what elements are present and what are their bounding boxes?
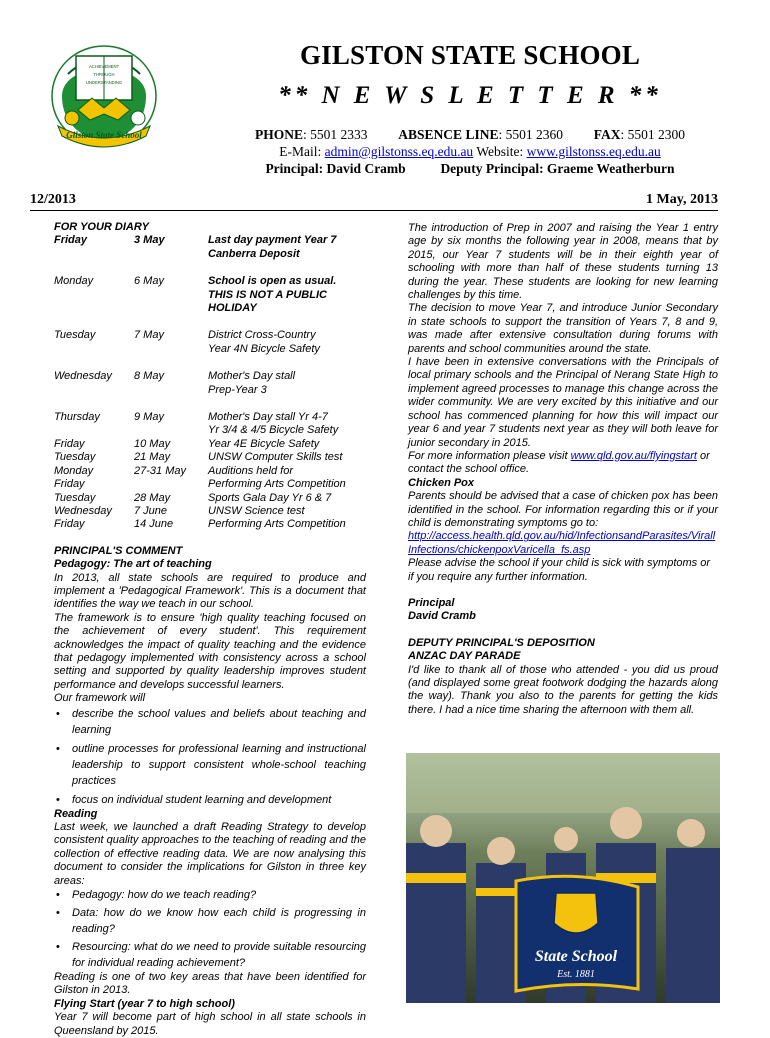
table-row [54,234,366,261]
diary-date: 6 May [134,275,164,288]
website-link[interactable]: www.gilstonss.eq.edu.au [526,144,661,159]
table-row [54,438,366,451]
diary-event-line: Canberra Deposit [208,247,300,260]
reading-paragraph-2: Reading is one of two key areas that have been identified for Gilston in 2013. [54,971,366,997]
diary-day: Tuesday [54,491,96,504]
absence-number: 5501 2360 [505,127,563,142]
deputy-principal-name: Deputy Principal: Graeme Weatherburn [440,161,675,176]
framework-list [54,706,366,808]
diary-event [208,275,366,315]
fax-number: 5501 2300 [627,127,685,142]
table-row [54,451,366,464]
deputy-deposition-heading: DEPUTY PRINCIPAL'S DEPOSITION [408,636,595,649]
diary-event-line: Year 4N Bicycle Safety [208,342,320,355]
fax-label: FAX [593,127,621,142]
issue-number: 12/2013 [30,192,76,207]
diary-day: Tuesday [54,451,96,464]
flying-start-paragraph: Year 7 will become part of high school in all state schools in Queensland by 2015. [54,1011,366,1037]
list-item: • Pedagogy: how do we teach reading? [54,888,366,903]
diary-event-line: Mother's Day stall Yr 4-7 [208,411,328,424]
diary-date: 7 June [134,504,168,517]
flying-start-paragraph-3: The decision to move Year 7, and introduce Junior Secondary in state schools to support the transition of Years 7, 8 and 9, was made after extensive consultation during forums with parents and school communities around the state. [408,302,718,355]
table-row [54,411,366,438]
flying-start-paragraph-2: The introduction of Prep in 2007 and raising the Year 1 entry age by six months the following year in 2008, means that by 2015, our Year 7 students will be in their eighth year of schooling with more than half of these students turning 13 during the year. These students are looking for new learning challenges by this time. [408,222,718,302]
email-link[interactable]: admin@gilstonss.eq.edu.au [324,144,474,159]
diary-event-line: Auditions held for [208,464,293,477]
diary-event [208,492,366,505]
chicken-pox-link[interactable]: http://access.health.qld.gov.au/hid/InfectionsandParasites/VirallInfections/chickenpoxVaricella_fs.asp [408,530,716,556]
logo-book-line-1: ACHIEVEMENT [88,64,120,69]
reading-heading: Reading [54,807,98,820]
diary-date: 8 May [134,370,164,383]
diary-date [134,478,208,491]
left-column [54,221,366,1038]
diary-event-line: UNSW Computer Skills test [208,451,343,464]
list-item: • Resourcing: what do we need to provide suitable resourcing for individual reading achievement? [54,939,366,971]
list-item: • describe the school values and beliefs about teaching and learning [54,706,366,738]
diary-event-line: Performing Arts Competition [208,518,346,531]
diary-day: Friday [54,478,85,491]
diary-event-line: Mother's Day stall [208,370,296,383]
table-row [54,275,366,315]
table-row [54,465,366,478]
diary-date: 10 May [134,437,171,450]
logo-book-line-2: THROUGH [93,72,115,77]
table-row [54,492,366,505]
diary-day: Wednesday [54,370,112,383]
pedagogy-heading: Pedagogy: The art of teaching [54,558,212,571]
table-row [54,370,366,397]
signoff-title: Principal [408,596,455,609]
newsletter-title: ** N E W S L E T T E R ** [278,82,662,109]
principal-name: Principal: David Cramb [265,161,406,176]
table-row [54,505,366,518]
diary-event [208,465,366,478]
diary-date: 7 May [134,329,164,342]
photo-banner-sub: Est. 1881 [557,969,595,980]
diary-event [208,329,366,356]
website-label: Website: [476,144,524,159]
diary-event-line: Year 4E Bicycle Safety [208,437,320,450]
diary-date: 21 May [134,451,171,464]
signoff-name: David Cramb [408,610,476,623]
diary-table [54,234,366,531]
flying-start-heading: Flying Start (year 7 to high school) [54,997,235,1010]
diary-event-line: Sports Gala Day Yr 6 & 7 [208,491,332,504]
school-logo [48,38,160,150]
anzac-paragraph: I'd like to thank all of those who attended - you did us proud (and displayed some great footwork dodging the hazards along the way). Thank you also to the parents for getting the kids there. I had a nice time sharing the afternoon with them all. [408,663,718,716]
chicken-pox-paragraph-2: Please advise the school if your child is sick with symptoms or if you require any further information. [408,557,711,583]
chicken-pox-heading: Chicken Pox [408,476,475,489]
principal-comment-heading: PRINCIPAL'S COMMENT [54,544,183,557]
more-info-line [408,450,718,477]
principal-row [200,160,740,177]
phone-number: 5501 2333 [310,127,368,142]
diary-date: 9 May [134,411,164,424]
diary-date: 28 May [134,491,171,504]
flying-start-link[interactable]: www.qld.gov.au/flyingstart [570,449,697,462]
diary-day: Tuesday [54,329,96,342]
diary-event [208,518,366,531]
diary-day: Monday [54,275,94,288]
diary-day: Friday [54,437,85,450]
diary-day: Thursday [54,411,100,424]
diary-event-line: District Cross-Country [208,329,316,342]
logo-book-line-3: UNDERSTANDING [85,80,123,85]
more-info-text: For more information please visit [408,449,568,462]
diary-event-line: THIS IS NOT A PUBLIC [208,288,327,301]
reading-paragraph-1: Last week, we launched a draft Reading Strategy to develop consistent quality approaches to the teaching of reading and the collection of effective reading data. We are now analysing this document to consider the implications for Gilston in three key areas: [54,821,366,887]
diary-event-line: UNSW Science test [208,504,305,517]
diary-event [208,234,366,261]
header-divider [30,210,718,211]
phone-label: PHONE [255,127,304,142]
diary-day: Monday [54,464,94,477]
table-row [54,518,366,531]
issue-date: 1 May, 2013 [646,192,718,207]
diary-event-line: Performing Arts Competition [208,478,346,491]
masthead [200,40,740,177]
diary-event [208,451,366,464]
diary-event-line: Prep-Year 3 [208,383,267,396]
contact-row: PHONE: 5501 2333 ABSENCE LINE: 5501 2360 FAX: 5501 2300 [255,127,685,142]
table-row [54,478,366,491]
diary-date: 14 June [134,518,174,531]
diary-day: Friday [54,234,88,247]
school-name: GILSTON STATE SCHOOL [299,40,641,70]
diary-event-line: Yr 3/4 & 4/5 Bicycle Safety [208,424,339,437]
anzac-parade-photo [406,753,720,1003]
diary-event-line: HOLIDAY [208,302,257,315]
diary-heading: FOR YOUR DIARY [54,221,149,233]
pedagogy-paragraph-2: The framework is to ensure 'high quality teaching focused on the achievement of every student'. This requirement acknowledges the impact of quality teaching and the evidence that pedagogy implemented with consistency across a school setting and supported by quality leadership improves student performance and develops successful learners. [54,611,366,691]
diary-event [208,370,366,397]
diary-date: 3 May [134,234,165,247]
photo-banner-text: State School [534,948,618,965]
reading-list [54,888,366,971]
list-item: • outline processes for professional learning and instructional leadership to support consistent whole-school teaching practices [54,741,366,789]
flying-start-paragraph-4: I have been in extensive conversations with the Principals of local primary schools and the Principal of Nerang State High to implement agreed processes to manage this change across the wider community. We are very excited by this initiative and our school has commenced planning for how this will impact our year 6 and year 7 students next year as they will both leave for junior secondary in 2015. [408,356,718,449]
diary-date: 27-31 May [134,464,186,477]
diary-event-line: Last day payment Year 7 [208,234,337,247]
list-item: • focus on individual student learning and development [54,792,366,808]
email-label: E-Mail: [279,144,322,159]
list-item: • Data: how do we know how each child is progressing in reading? [54,905,366,937]
right-column [408,222,718,717]
diary-day: Friday [54,518,85,531]
more-info-tail: or contact the school office. [408,449,710,476]
framework-intro: Our framework will [54,692,146,705]
pedagogy-paragraph-1: In 2013, all state schools are required to produce and implement a 'Pedagogical Framework'. This is a document that identifies the way we teach in our school. [54,571,366,611]
chicken-pox-paragraph-1: Parents should be advised that a case of chicken pox has been identified in the school. For information regarding this or if your child is demonstrating symptoms go to: [408,490,718,529]
anzac-heading: ANZAC DAY PARADE [408,650,521,663]
email-row [200,143,740,160]
diary-event [208,411,366,438]
table-row [54,329,366,356]
diary-event-line: School is open as usual. [208,275,337,288]
diary-event [208,438,366,451]
logo-banner-text: Gilston State School [66,130,142,140]
absence-label: ABSENCE LINE [398,127,499,142]
diary-day: Wednesday [54,504,112,517]
diary-event [208,478,366,491]
diary-event [208,505,366,518]
